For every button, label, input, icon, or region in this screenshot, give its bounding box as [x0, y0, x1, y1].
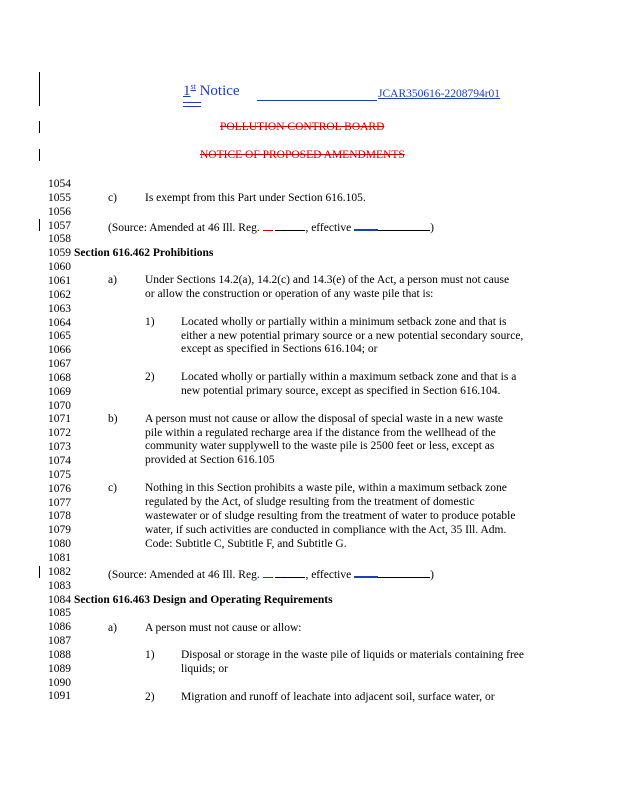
section-title: Section 616.463 Design and Operating Requirements	[74, 594, 333, 606]
item-label: c)	[108, 482, 117, 494]
line-number: 1057	[48, 219, 71, 232]
blank-black	[378, 220, 430, 231]
item-label: 2)	[145, 371, 155, 383]
line-number: 1088	[48, 648, 71, 661]
notice-number-underline	[183, 106, 201, 107]
blank-black	[275, 567, 305, 578]
item-text: provided at Section 616.105	[145, 454, 275, 466]
line-number: 1056	[48, 205, 71, 218]
line-number: 1074	[48, 455, 71, 467]
source-mid: , effective	[305, 222, 352, 234]
blank-red	[263, 220, 273, 231]
item-text: A person must not cause or allow:	[145, 622, 302, 634]
line-number: 1080	[48, 538, 71, 551]
item-text: water, if such activities are conducted in compliance with the Act, 35 Ill. Adm.	[145, 524, 507, 536]
line-number: 1062	[48, 288, 71, 301]
item-text: Is exempt from this Part under Section 616.105.	[145, 192, 366, 204]
item-label: a)	[108, 622, 117, 634]
item-text: new potential primary source, except as specified in Section 616.104.	[181, 385, 501, 397]
item-text: Migration and runoff of leachate into adjacent soil, surface water, or	[181, 691, 495, 703]
blank-blue	[354, 219, 378, 231]
agency-name: POLLUTION CONTROL BOARD	[220, 121, 385, 133]
item-text: pile within a regulated recharge area if the distance from the wellhead of the	[145, 427, 496, 439]
line-number: 1087	[48, 635, 71, 648]
line-number: 1086	[48, 621, 71, 634]
notice-number-underline	[183, 102, 201, 103]
item-text: or allow the construction or operation of any waste pile that is:	[145, 288, 434, 300]
line-number: 1058	[48, 233, 71, 246]
line-number: 1090	[48, 676, 71, 689]
line-number: 1063	[48, 302, 71, 315]
line-number: 1060	[48, 261, 71, 274]
line-number: 1069	[48, 385, 71, 398]
line-number: 1066	[48, 344, 71, 357]
source-mid: , effective	[305, 569, 352, 581]
source-prefix: (Source: Amended at 46 Ill. Reg.	[108, 222, 260, 234]
blank-red	[263, 567, 273, 578]
line-number: 1079	[48, 524, 71, 537]
source-note	[108, 219, 434, 236]
change-bar	[39, 566, 40, 578]
line-number: 1071	[48, 413, 71, 426]
line-number: 1077	[48, 496, 71, 509]
line-number: 1054	[48, 178, 71, 190]
change-bar	[39, 219, 40, 231]
item-text: Under Sections 14.2(a), 14.2(c) and 14.3(e) of the Act, a person must not cause	[145, 274, 510, 286]
source-prefix: (Source: Amended at 46 Ill. Reg.	[108, 569, 260, 581]
line-number: 1073	[48, 441, 71, 454]
item-text: liquids; or	[181, 663, 228, 675]
item-text: A person must not cause or allow the disposal of special waste in a new waste	[145, 413, 504, 425]
line-number: 1076	[48, 482, 71, 495]
line-number: 1085	[48, 607, 71, 620]
item-label: a)	[108, 274, 117, 286]
item-text: except as specified in Sections 616.104; or	[181, 343, 378, 355]
line-number: 1084	[48, 593, 71, 606]
line-number: 1075	[48, 468, 71, 481]
line-number: 1061	[48, 274, 71, 287]
line-number: 1055	[48, 191, 71, 204]
notice-header	[183, 82, 240, 100]
change-bar	[39, 121, 40, 133]
source-note	[108, 566, 434, 583]
item-label: 1)	[145, 316, 155, 328]
line-number: 1068	[48, 371, 71, 384]
change-bar	[39, 149, 40, 161]
item-label: 1)	[145, 649, 155, 661]
item-text: Nothing in this Section prohibits a waste pile, within a maximum setback zone	[145, 482, 507, 494]
line-number: 1089	[48, 662, 71, 675]
line-number: 1078	[48, 510, 71, 523]
line-number: 1083	[48, 579, 71, 592]
item-text: community water supplywell to the waste pile is 2500 feet or less, except as	[145, 440, 495, 452]
notice-type: NOTICE OF PROPOSED AMENDMENTS	[200, 149, 405, 161]
line-number: 1081	[48, 551, 71, 564]
notice-number: 1	[183, 83, 191, 99]
blank-black	[378, 567, 430, 578]
item-text: Located wholly or partially within a maximum setback zone and that is a	[181, 371, 517, 383]
item-label: c)	[108, 192, 117, 204]
item-text: either a new potential primary source or a new potential secondary source,	[181, 330, 524, 342]
notice-number-suffix: st	[190, 82, 196, 91]
blank-blue	[354, 566, 378, 578]
item-text: wastewater or of sludge resulting from the treatment of water to produce potable	[145, 510, 516, 522]
blank-black	[275, 220, 305, 231]
notice-label: Notice	[199, 83, 240, 99]
item-text: Located wholly or partially within a minimum setback zone and that is	[181, 316, 507, 328]
item-label: b)	[108, 413, 118, 425]
item-text: Disposal or storage in the waste pile of liquids or materials containing free	[181, 649, 524, 661]
line-number: 1082	[48, 565, 71, 578]
jcar-id: JCAR350616-2208794r01	[378, 88, 501, 100]
header-rule	[257, 100, 377, 101]
item-text: Code: Subtitle C, Subtitle F, and Subtitle G.	[145, 538, 347, 550]
line-number: 1072	[48, 427, 71, 440]
line-number: 1064	[48, 316, 71, 329]
change-bar	[39, 72, 40, 106]
line-number: 1059	[48, 247, 71, 260]
line-number: 1091	[48, 690, 71, 703]
source-end: )	[430, 222, 434, 234]
line-number: 1067	[48, 358, 71, 371]
source-end: )	[430, 569, 434, 581]
item-text: regulated by the Act, of sludge resulting from the treatment of domestic	[145, 496, 475, 508]
line-number: 1070	[48, 399, 71, 412]
item-label: 2)	[145, 691, 155, 703]
line-number: 1065	[48, 330, 71, 343]
section-title: Section 616.462 Prohibitions	[74, 247, 214, 259]
